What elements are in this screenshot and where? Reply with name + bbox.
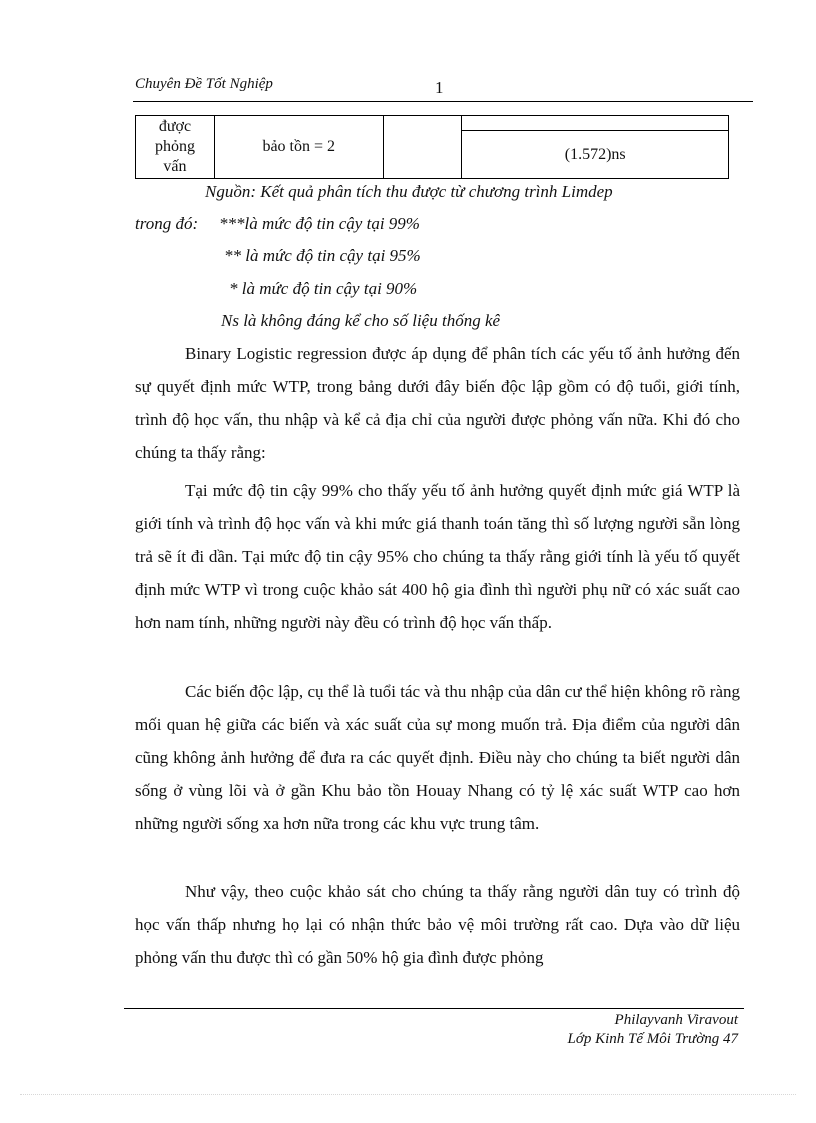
results-table [135, 115, 729, 179]
page-number: 1 [435, 78, 444, 97]
footer-class: Lớp Kinh Tế Môi Trường 47 [567, 1031, 738, 1047]
table-cell-variable: bảo tồn = 2 [214, 116, 383, 179]
table-cell-top-right [462, 116, 729, 131]
source-note: Nguồn: Kết quả phân tích thu được từ chương trình Limdep [205, 182, 613, 201]
paragraph-binary-logistic: Binary Logistic regression được áp dụng để phân tích các yếu tố ảnh hưởng đến sự quyết định mức WTP, trong bảng dưới đây biến độc lập gồm có độ tuổi, giới tính, trình độ học vấn, thu nhập và kể cả địa chỉ của người được phỏng vấn nữa. Khi đó cho chúng ta thấy rằng: [135, 344, 740, 462]
header-rule [133, 101, 753, 102]
notes-intro: trong đó: [135, 214, 199, 233]
table-cell-label-line: phỏng [154, 138, 195, 155]
note-line-90: * là mức độ tin cậy tại 90% [229, 279, 418, 298]
footer-author: Philayvanh Viravout [614, 1012, 738, 1028]
note-line-ns: Ns là không đáng kể cho số liệu thống kê [221, 311, 501, 330]
header-title: Chuyên Đề Tốt Nghiệp [135, 76, 273, 92]
table-row [136, 116, 729, 131]
paragraph-independent-variables: Các biến độc lập, cụ thể là tuổi tác và thu nhập của dân cư thể hiện không rõ ràng mối quan hệ giữa các biến và xác suất của sự mong muốn trả. Địa điểm của người dân cũng không ảnh hưởng để đưa ra các quyết định. Điều này cho chúng ta biết người dân sống ở vùng lõi và ở gần Khu bảo tồn Houay Nhang có tỷ lệ xác suất WTP cao hơn những người sống xa hơn nữa trong các khu vực trung tâm. [135, 682, 740, 833]
table-cell-value: (1.572)ns [462, 131, 729, 179]
note-line-95: ** là mức độ tin cậy tại 95% [224, 246, 421, 265]
table-cell-label-line: vấn [163, 158, 187, 175]
paragraph-confidence-levels: Tại mức độ tin cậy 99% cho thấy yếu tố ảnh hưởng quyết định mức giá WTP là giới tính và trình độ học vấn và khi mức giá thanh toán tăng thì số lượng người sẵn lòng trả sẽ ít đi dần. Tại mức độ tin cậy 95% cho chúng ta thấy rằng giới tính là yếu tố quyết định mức WTP vì trong cuộc khảo sát 400 hộ gia đình thì người phụ nữ có xác suất cao hơn nam tính, những người này đều có trình độ học vấn thấp. [135, 481, 740, 632]
table-cell-label-line: được [158, 118, 192, 135]
note-line-99: ***là mức độ tin cậy tại 99% [219, 214, 420, 233]
footer-rule [124, 1008, 744, 1009]
table-cell-label [136, 116, 215, 179]
table-cell-empty [383, 116, 462, 179]
page-bottom-divider [20, 1094, 796, 1095]
paragraph-conclusion: Như vậy, theo cuộc khảo sát cho chúng ta thấy rằng người dân tuy có trình độ học vấn thấp nhưng họ lại có nhận thức bảo vệ môi trường rất cao. Dựa vào dữ liệu phỏng vấn thu được thì có gần 50% hộ gia đình được phỏng [135, 882, 740, 967]
